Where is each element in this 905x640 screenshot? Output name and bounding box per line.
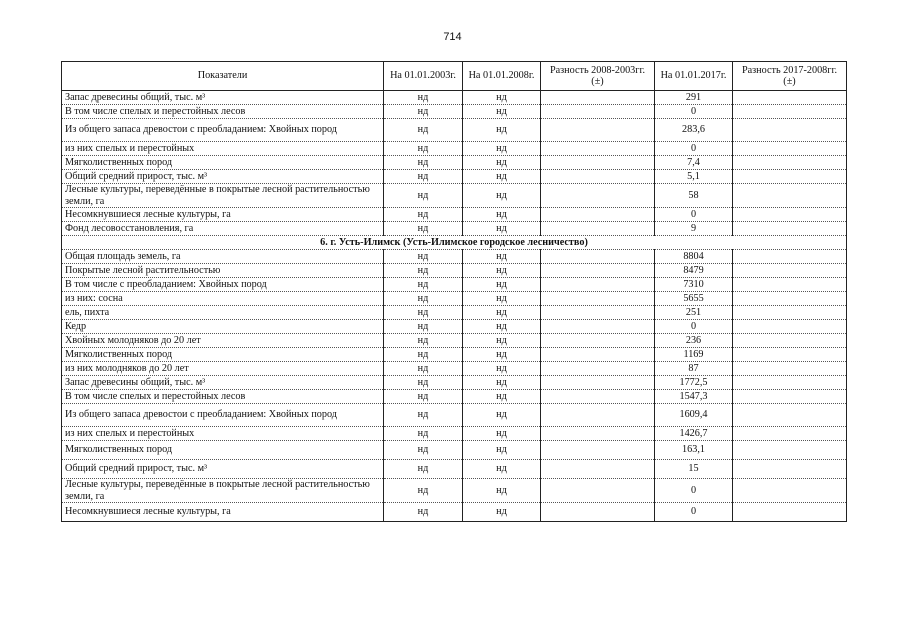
header-2008: На 01.01.2008г. (463, 62, 541, 91)
diff-2017-2008 (733, 427, 847, 441)
value-2003: нд (384, 404, 463, 427)
forest-indicators-table (61, 61, 847, 522)
value-2008: нд (463, 264, 541, 278)
row-label: Хвойных молодняков до 20 лет (62, 334, 384, 348)
table-row (62, 278, 847, 292)
diff-2008-2003 (541, 441, 655, 460)
value-2017: 0 (655, 105, 733, 119)
value-2017: 5655 (655, 292, 733, 306)
diff-2017-2008 (733, 156, 847, 170)
value-2003: нд (384, 119, 463, 142)
value-2003: нд (384, 479, 463, 503)
value-2017: 1609,4 (655, 404, 733, 427)
table-row (62, 222, 847, 236)
diff-2017-2008 (733, 390, 847, 404)
value-2017: 0 (655, 479, 733, 503)
row-label: Общий средний прирост, тыс. м³ (62, 460, 384, 479)
value-2017: 236 (655, 334, 733, 348)
diff-2008-2003 (541, 390, 655, 404)
value-2017: 9 (655, 222, 733, 236)
value-2008: нд (463, 404, 541, 427)
diff-2017-2008 (733, 404, 847, 427)
row-label: ель, пихта (62, 306, 384, 320)
value-2008: нд (463, 91, 541, 105)
diff-2008-2003 (541, 278, 655, 292)
diff-2017-2008 (733, 105, 847, 119)
table-row (62, 208, 847, 222)
value-2017: 8479 (655, 264, 733, 278)
diff-2017-2008 (733, 250, 847, 264)
value-2017: 7310 (655, 278, 733, 292)
header-diff-2008-2003: Разность 2008-2003гг. (±) (541, 62, 655, 91)
row-label: Лесные культуры, переведённые в покрытые лесной растительностью земли, га (62, 184, 384, 208)
row-label: Несомкнувшиеся лесные культуры, га (62, 503, 384, 522)
diff-2017-2008 (733, 222, 847, 236)
value-2003: нд (384, 306, 463, 320)
diff-2008-2003 (541, 105, 655, 119)
value-2003: нд (384, 292, 463, 306)
value-2008: нд (463, 250, 541, 264)
table-row (62, 479, 847, 503)
diff-2008-2003 (541, 503, 655, 522)
table-body (62, 91, 847, 522)
diff-2017-2008 (733, 503, 847, 522)
value-2017: 251 (655, 306, 733, 320)
value-2008: нд (463, 441, 541, 460)
diff-2017-2008 (733, 320, 847, 334)
row-label: из них молодняков до 20 лет (62, 362, 384, 376)
value-2003: нд (384, 441, 463, 460)
value-2008: нд (463, 208, 541, 222)
diff-2008-2003 (541, 91, 655, 105)
page-number: 714 (443, 31, 462, 43)
table-row (62, 184, 847, 208)
value-2003: нд (384, 427, 463, 441)
header-indicators: Показатели (62, 62, 384, 91)
row-label: В том числе спелых и перестойных лесов (62, 105, 384, 119)
diff-2017-2008 (733, 376, 847, 390)
value-2017: 291 (655, 91, 733, 105)
value-2003: нд (384, 170, 463, 184)
diff-2008-2003 (541, 119, 655, 142)
table-row (62, 404, 847, 427)
diff-2008-2003 (541, 362, 655, 376)
value-2017: 283,6 (655, 119, 733, 142)
row-label: из них: сосна (62, 292, 384, 306)
row-label: Фонд лесовосстановления, га (62, 222, 384, 236)
row-label: Мягколиственных пород (62, 156, 384, 170)
table-row (62, 91, 847, 105)
row-label: из них спелых и перестойных (62, 142, 384, 156)
value-2017: 7,4 (655, 156, 733, 170)
diff-2017-2008 (733, 142, 847, 156)
value-2008: нд (463, 156, 541, 170)
row-label: Из общего запаса древостои с преобладанием: Хвойных пород (62, 404, 384, 427)
value-2017: 87 (655, 362, 733, 376)
row-label: Несомкнувшиеся лесные культуры, га (62, 208, 384, 222)
table-row (62, 264, 847, 278)
diff-2017-2008 (733, 278, 847, 292)
table-row (62, 250, 847, 264)
diff-2017-2008 (733, 441, 847, 460)
row-label: Покрытые лесной растительностью (62, 264, 384, 278)
value-2008: нд (463, 306, 541, 320)
row-label: Кедр (62, 320, 384, 334)
value-2017: 58 (655, 184, 733, 208)
diff-2017-2008 (733, 334, 847, 348)
table-row (62, 320, 847, 334)
value-2003: нд (384, 142, 463, 156)
value-2003: нд (384, 250, 463, 264)
row-label: В том числе с преобладанием: Хвойных пород (62, 278, 384, 292)
value-2003: нд (384, 320, 463, 334)
value-2008: нд (463, 170, 541, 184)
diff-2008-2003 (541, 320, 655, 334)
value-2008: нд (463, 320, 541, 334)
diff-2017-2008 (733, 119, 847, 142)
table-row (62, 156, 847, 170)
diff-2008-2003 (541, 479, 655, 503)
row-label: Запас древесины общий, тыс. м³ (62, 376, 384, 390)
value-2003: нд (384, 362, 463, 376)
value-2003: нд (384, 334, 463, 348)
table-row (62, 441, 847, 460)
diff-2008-2003 (541, 142, 655, 156)
value-2003: нд (384, 208, 463, 222)
diff-2008-2003 (541, 222, 655, 236)
value-2008: нд (463, 278, 541, 292)
value-2008: нд (463, 479, 541, 503)
value-2017: 0 (655, 503, 733, 522)
value-2003: нд (384, 278, 463, 292)
table-row (62, 119, 847, 142)
value-2017: 0 (655, 208, 733, 222)
value-2008: нд (463, 292, 541, 306)
diff-2008-2003 (541, 427, 655, 441)
diff-2008-2003 (541, 250, 655, 264)
diff-2017-2008 (733, 348, 847, 362)
table-row (62, 376, 847, 390)
diff-2008-2003 (541, 184, 655, 208)
table-row (62, 348, 847, 362)
table-row (62, 142, 847, 156)
table-row (62, 390, 847, 404)
value-2017: 1169 (655, 348, 733, 362)
row-label: Из общего запаса древостои с преобладанием: Хвойных пород (62, 119, 384, 142)
diff-2008-2003 (541, 170, 655, 184)
value-2003: нд (384, 222, 463, 236)
diff-2017-2008 (733, 460, 847, 479)
value-2017: 1772,5 (655, 376, 733, 390)
value-2017: 8804 (655, 250, 733, 264)
diff-2008-2003 (541, 460, 655, 479)
header-2003: На 01.01.2003г. (384, 62, 463, 91)
header-diff-2017-2008: Разность 2017-2008гг. (±) (733, 62, 847, 91)
table-row (62, 427, 847, 441)
value-2008: нд (463, 184, 541, 208)
diff-2017-2008 (733, 292, 847, 306)
value-2003: нд (384, 91, 463, 105)
diff-2008-2003 (541, 348, 655, 362)
row-label: Запас древесины общий, тыс. м³ (62, 91, 384, 105)
diff-2008-2003 (541, 208, 655, 222)
value-2008: нд (463, 503, 541, 522)
table-row (62, 306, 847, 320)
table-row (62, 170, 847, 184)
table-row (62, 503, 847, 522)
value-2008: нд (463, 334, 541, 348)
value-2017: 1426,7 (655, 427, 733, 441)
row-label: Общий средний прирост, тыс. м³ (62, 170, 384, 184)
table-row (62, 460, 847, 479)
diff-2008-2003 (541, 306, 655, 320)
value-2017: 0 (655, 142, 733, 156)
table-header (62, 62, 847, 91)
table-row (62, 292, 847, 306)
value-2003: нд (384, 264, 463, 278)
value-2017: 1547,3 (655, 390, 733, 404)
value-2003: нд (384, 156, 463, 170)
value-2003: нд (384, 376, 463, 390)
value-2017: 0 (655, 320, 733, 334)
value-2003: нд (384, 348, 463, 362)
value-2008: нд (463, 362, 541, 376)
value-2008: нд (463, 427, 541, 441)
value-2003: нд (384, 184, 463, 208)
value-2008: нд (463, 376, 541, 390)
value-2003: нд (384, 390, 463, 404)
diff-2017-2008 (733, 170, 847, 184)
row-label: из них спелых и перестойных (62, 427, 384, 441)
row-label: Мягколиственных пород (62, 441, 384, 460)
section-title: 6. г. Усть-Илимск (Усть-Илимское городское лесничество) (62, 236, 847, 250)
value-2003: нд (384, 105, 463, 119)
table-row (62, 105, 847, 119)
table-row (62, 362, 847, 376)
row-label: Общая площадь земель, га (62, 250, 384, 264)
diff-2008-2003 (541, 264, 655, 278)
value-2008: нд (463, 142, 541, 156)
value-2017: 163,1 (655, 441, 733, 460)
row-label: Мягколиственных пород (62, 348, 384, 362)
value-2017: 15 (655, 460, 733, 479)
diff-2017-2008 (733, 208, 847, 222)
value-2008: нд (463, 460, 541, 479)
diff-2008-2003 (541, 334, 655, 348)
diff-2017-2008 (733, 184, 847, 208)
diff-2017-2008 (733, 306, 847, 320)
value-2003: нд (384, 460, 463, 479)
diff-2017-2008 (733, 91, 847, 105)
diff-2017-2008 (733, 264, 847, 278)
value-2008: нд (463, 119, 541, 142)
diff-2008-2003 (541, 156, 655, 170)
value-2003: нд (384, 503, 463, 522)
row-label: Лесные культуры, переведённые в покрытые лесной растительностью земли, га (62, 479, 384, 503)
value-2008: нд (463, 390, 541, 404)
header-2017: На 01.01.2017г. (655, 62, 733, 91)
value-2017: 5,1 (655, 170, 733, 184)
diff-2008-2003 (541, 292, 655, 306)
diff-2017-2008 (733, 479, 847, 503)
diff-2017-2008 (733, 362, 847, 376)
diff-2008-2003 (541, 404, 655, 427)
section-row (62, 236, 847, 250)
table-row (62, 334, 847, 348)
row-label: В том числе спелых и перестойных лесов (62, 390, 384, 404)
diff-2008-2003 (541, 376, 655, 390)
value-2008: нд (463, 348, 541, 362)
value-2008: нд (463, 222, 541, 236)
value-2008: нд (463, 105, 541, 119)
